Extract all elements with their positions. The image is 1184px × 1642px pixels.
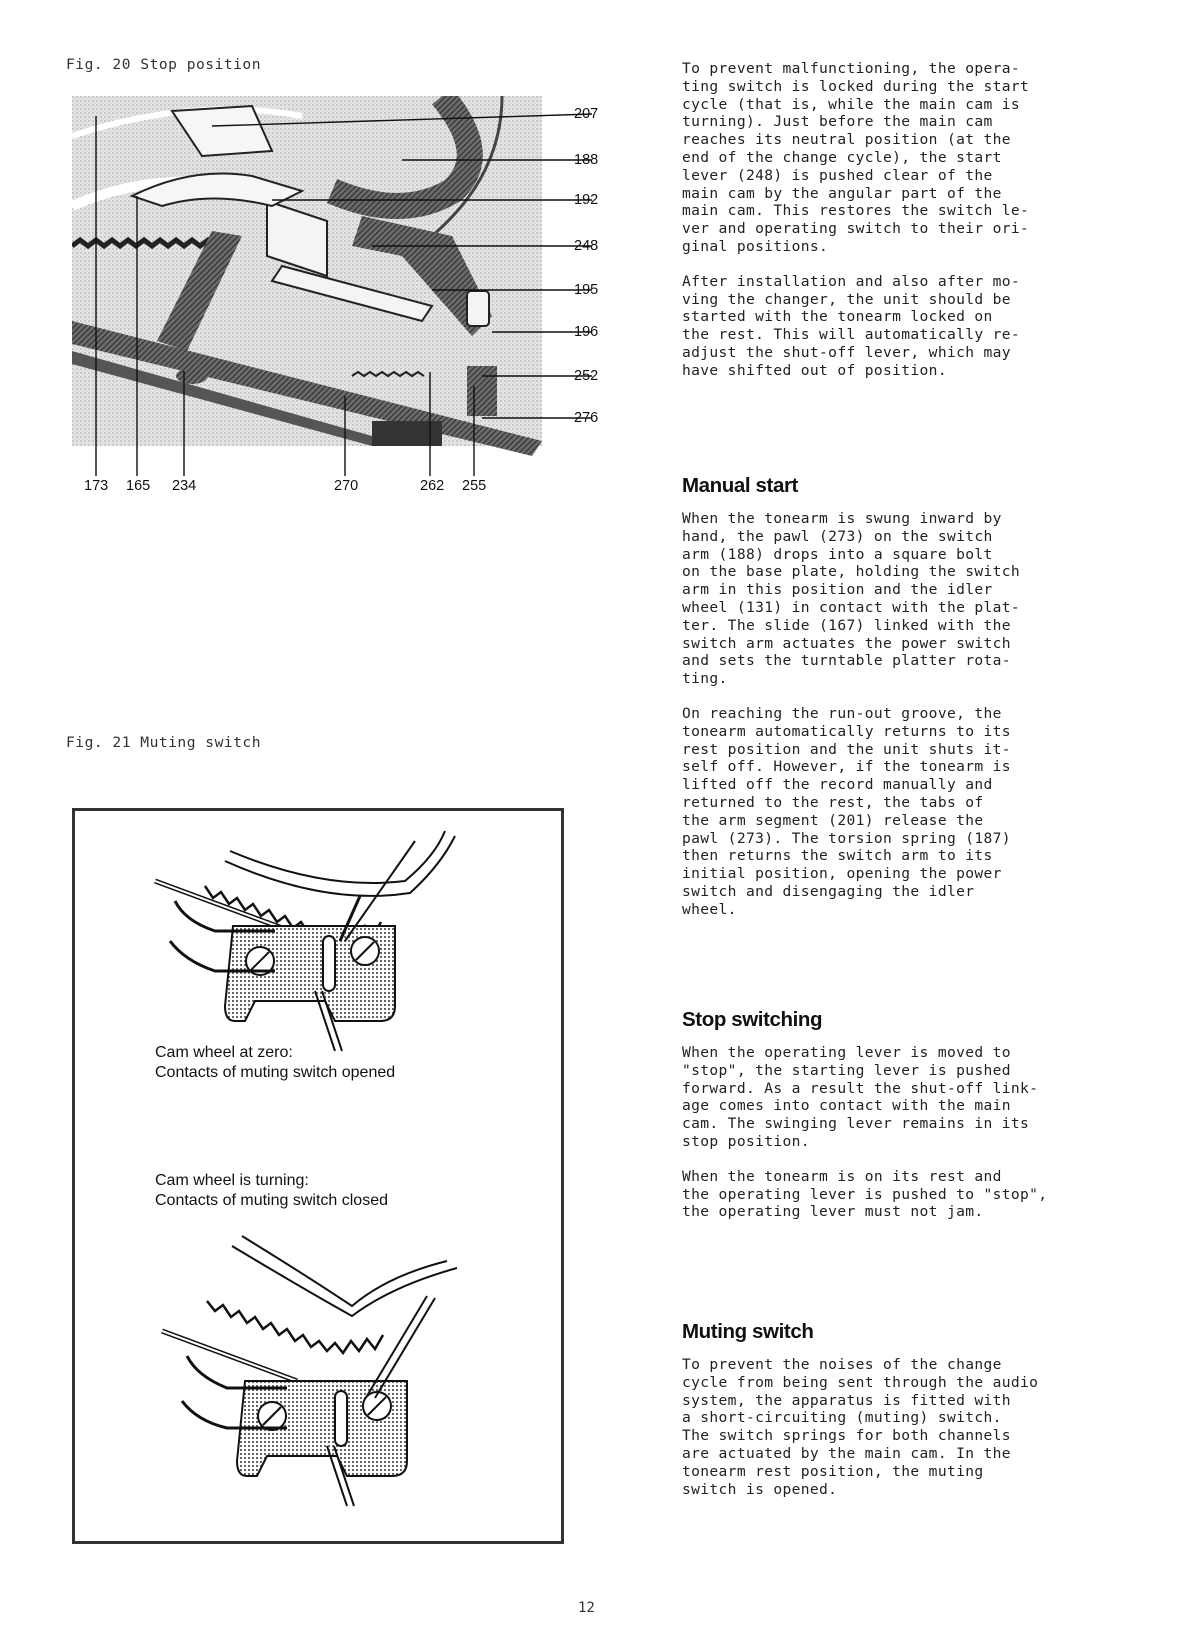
- callout-234: 234: [172, 478, 197, 494]
- callout-195: 195: [574, 282, 599, 298]
- callout-248: 248: [574, 238, 599, 254]
- page-number: 12: [578, 1600, 595, 1616]
- muting-switch-closed-drawing: [162, 1236, 457, 1506]
- manual-start-paragraph-2: On reaching the run-out groove, the tonearm automatically returns to its rest position and the unit shuts it- self off. However, if the tonearm is lifted off the record manually and returned to the rest, the tabs of the arm segment (201) release the pawl (273). The torsion spring (187) then returns the switch arm to its initial position, opening the power switch and disengaging the idler wheel.: [682, 704, 1011, 918]
- cam-turning-line1: Cam wheel is turning:: [155, 1172, 309, 1189]
- manual-start-paragraph-1: When the tonearm is swung inward by hand, the pawl (273) on the switch arm (188) drops into a square bolt on the base plate, holding the switch arm in this position and the idler wheel (131) in contact with the plat- ter. The slide (167) linked with the switch arm actuates the power switch and sets the turntable platter rota- ting.: [682, 510, 1021, 688]
- cam-zero-label: [155, 1043, 395, 1083]
- stop-switching-section: [682, 1044, 1152, 1221]
- callout-207: 207: [574, 106, 599, 122]
- callout-188: 188: [574, 152, 599, 168]
- stop-switching-paragraph-2: When the tonearm is on its rest and the operating lever is pushed to "stop", the operating lever must not jam.: [682, 1167, 1048, 1221]
- cam-zero-line1: Cam wheel at zero:: [155, 1044, 293, 1061]
- figure-21-caption: Fig. 21 Muting switch: [66, 734, 262, 751]
- intro-section: [682, 60, 1152, 380]
- figure-21-frame: [72, 808, 564, 1544]
- manual-start-section: [682, 510, 1152, 919]
- cam-turning-label: [155, 1171, 388, 1211]
- intro-paragraph-2: After installation and also after mo- ving the changer, the unit should be started with the tonearm locked on the rest. This will automatically re- adjust the shut-off lever, which may have shifted out of position.: [682, 272, 1021, 379]
- muting-switch-section: [682, 1356, 1152, 1498]
- callout-276: 276: [574, 410, 599, 426]
- callout-165: 165: [126, 478, 151, 494]
- muting-switch-open-drawing: [155, 831, 455, 1051]
- muting-switch-heading: Muting switch: [682, 1320, 814, 1343]
- cam-turning-line2: Contacts of muting switch closed: [155, 1192, 388, 1209]
- callout-252: 252: [574, 368, 599, 384]
- manual-start-heading: Manual start: [682, 474, 798, 497]
- callout-196: 196: [574, 324, 599, 340]
- callout-270: 270: [334, 478, 359, 494]
- callout-255: 255: [462, 478, 487, 494]
- figure-20-caption: Fig. 20 Stop position: [66, 56, 262, 73]
- callout-192: 192: [574, 192, 599, 208]
- muting-switch-paragraph-1: To prevent the noises of the change cycle from being sent through the audio system, the apparatus is fitted with a short-circuiting (muting) switch. The switch springs for both channels are actuated by the main cam. In the tonearm rest position, the muting switch is opened.: [682, 1356, 1039, 1498]
- cam-zero-line2: Contacts of muting switch opened: [155, 1064, 396, 1081]
- stop-switching-paragraph-1: When the operating lever is moved to "stop", the starting lever is pushed forward. As a result the shut-off link- age comes into contact with the main cam. The swinging lever remains in its stop position.: [682, 1044, 1039, 1150]
- stop-switching-heading: Stop switching: [682, 1008, 823, 1031]
- callout-262: 262: [420, 478, 445, 494]
- intro-paragraph-1: To prevent malfunctioning, the opera- ting switch is locked during the start cycle (that is, while the main cam is turning). Just before the main cam reaches its neutral position (at the end of the change cycle), the start lever (248) is pushed clear of the main cam by the angular part of the main cam. This restores the switch le- ver and operating switch to their ori- ginal positions.: [682, 60, 1030, 255]
- callout-173: 173: [84, 478, 109, 494]
- figure-20-illustration: [72, 96, 592, 486]
